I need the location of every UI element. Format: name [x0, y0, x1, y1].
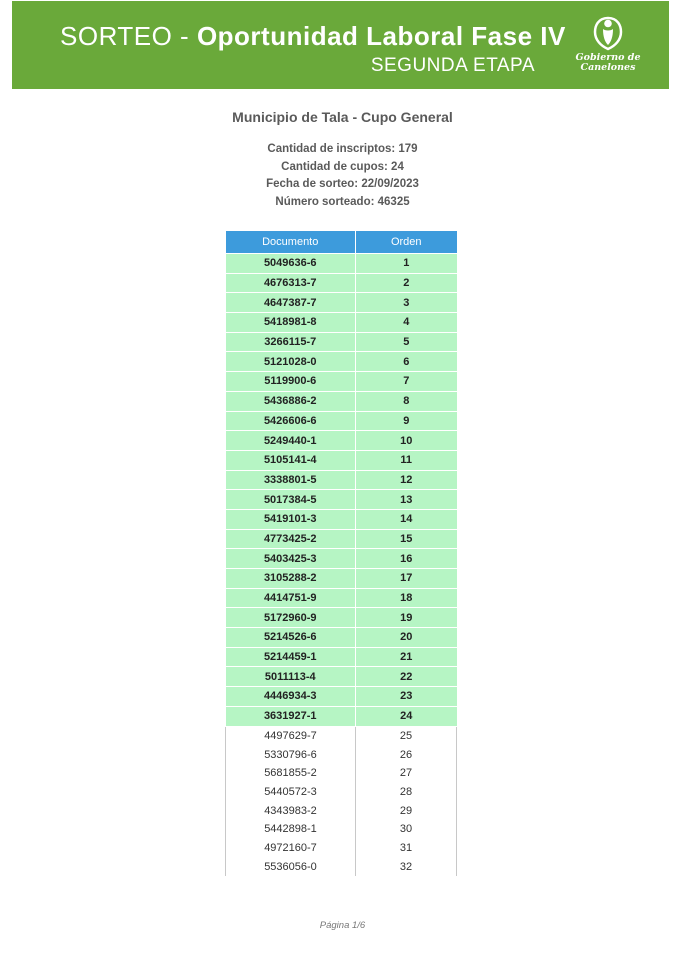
table-row	[226, 783, 457, 802]
banner-subtitle: SEGUNDA ETAPA	[370, 55, 535, 76]
table-row	[226, 801, 457, 820]
orden-cell: 28	[356, 783, 457, 802]
documento-cell: 5172960-9	[226, 608, 356, 628]
gobierno-canelones-logo	[564, 15, 652, 77]
table-row	[226, 509, 457, 529]
documento-cell: 3631927-1	[226, 706, 356, 726]
documento-cell: 5011113-4	[226, 667, 356, 687]
orden-cell: 8	[356, 391, 457, 411]
logo-line-1: Gobierno de	[575, 52, 641, 63]
orden-cell: 5	[356, 332, 457, 352]
documento-cell: 5419101-3	[226, 509, 356, 529]
documento-cell: 4343983-2	[226, 801, 356, 820]
table-row	[226, 726, 457, 745]
header-banner	[12, 1, 669, 89]
table-row	[226, 254, 457, 274]
draw-date: Fecha de sorteo: 22/09/2023	[266, 178, 419, 190]
orden-cell: 6	[356, 352, 457, 372]
orden-cell: 29	[356, 801, 457, 820]
logo-line-2: Canelones	[580, 62, 636, 73]
table-row	[226, 820, 457, 839]
orden-cell: 2	[356, 273, 457, 293]
table-header-row	[226, 231, 457, 254]
documento-cell: 4773425-2	[226, 529, 356, 549]
documento-cell: 5436886-2	[226, 391, 356, 411]
banner-title-main: Oportunidad Laboral Fase IV	[196, 21, 566, 51]
orden-cell: 1	[356, 254, 457, 274]
documento-cell: 4497629-7	[226, 726, 356, 745]
documento-cell: 3266115-7	[226, 332, 356, 352]
orden-cell: 23	[356, 687, 457, 707]
documento-cell: 5214459-1	[226, 647, 356, 667]
table-row	[226, 628, 457, 648]
documento-cell: 5330796-6	[226, 745, 356, 764]
table-row	[226, 839, 457, 858]
orden-cell: 10	[356, 431, 457, 451]
table-row	[226, 352, 457, 372]
documento-cell: 4676313-7	[226, 273, 356, 293]
orden-cell: 16	[356, 549, 457, 569]
orden-cell: 14	[356, 509, 457, 529]
orden-cell: 26	[356, 745, 457, 764]
documento-cell: 4972160-7	[226, 839, 356, 858]
page-heading: Municipio de Tala - Cupo General	[232, 109, 453, 125]
table-row	[226, 706, 457, 726]
table-row	[226, 764, 457, 783]
results-table	[225, 231, 457, 876]
table-row	[226, 293, 457, 313]
table-row	[226, 372, 457, 392]
column-header-orden: Orden	[356, 231, 457, 254]
table-row	[226, 431, 457, 451]
documento-cell: 5249440-1	[226, 431, 356, 451]
documento-cell: 3338801-5	[226, 470, 356, 490]
results-table-body	[226, 254, 457, 877]
drawn-number: Número sorteado: 46325	[275, 195, 410, 208]
orden-cell: 4	[356, 313, 457, 333]
table-row	[226, 549, 457, 569]
table-row	[226, 588, 457, 608]
orden-cell: 13	[356, 490, 457, 510]
banner-title-prefix: SORTEO -	[60, 21, 197, 51]
orden-cell: 19	[356, 608, 457, 628]
orden-cell: 9	[356, 411, 457, 431]
orden-cell: 17	[356, 569, 457, 589]
orden-cell: 24	[356, 706, 457, 726]
documento-cell: 5119900-6	[226, 372, 356, 392]
table-row	[226, 470, 457, 490]
column-header-documento: Documento	[226, 231, 356, 254]
draw-info	[0, 141, 685, 211]
table-row	[226, 745, 457, 764]
banner-title	[60, 21, 566, 52]
orden-cell: 15	[356, 529, 457, 549]
documento-cell: 5121028-0	[226, 352, 356, 372]
table-row	[226, 647, 457, 667]
orden-cell: 3	[356, 293, 457, 313]
documento-cell: 5017384-5	[226, 490, 356, 510]
inscriptos-count: Cantidad de inscriptos: 179	[267, 143, 418, 155]
table-row	[226, 529, 457, 549]
orden-cell: 21	[356, 647, 457, 667]
documento-cell: 5418981-8	[226, 313, 356, 333]
table-row	[226, 273, 457, 293]
orden-cell: 20	[356, 628, 457, 648]
table-row	[226, 490, 457, 510]
documento-cell: 3105288-2	[226, 569, 356, 589]
orden-cell: 27	[356, 764, 457, 783]
orden-cell: 12	[356, 470, 457, 490]
table-row	[226, 391, 457, 411]
table-row	[226, 667, 457, 687]
documento-cell: 5426606-6	[226, 411, 356, 431]
documento-cell: 4446934-3	[226, 687, 356, 707]
table-row	[226, 687, 457, 707]
table-row	[226, 569, 457, 589]
table-row	[226, 608, 457, 628]
documento-cell: 5049636-6	[226, 254, 356, 274]
documento-cell: 5214526-6	[226, 628, 356, 648]
documento-cell: 5440572-3	[226, 783, 356, 802]
table-row	[226, 313, 457, 333]
documento-cell: 4414751-9	[226, 588, 356, 608]
documento-cell: 5536056-0	[226, 857, 356, 876]
documento-cell: 4647387-7	[226, 293, 356, 313]
orden-cell: 30	[356, 820, 457, 839]
page-number: Página 1/6	[319, 920, 366, 931]
table-row	[226, 332, 457, 352]
canelones-emblem-icon	[592, 15, 624, 53]
cupos-count: Cantidad de cupos: 24	[281, 160, 404, 173]
orden-cell: 22	[356, 667, 457, 687]
orden-cell: 31	[356, 839, 457, 858]
orden-cell: 7	[356, 372, 457, 392]
table-row	[226, 857, 457, 876]
documento-cell: 5105141-4	[226, 450, 356, 470]
documento-cell: 5403425-3	[226, 549, 356, 569]
orden-cell: 18	[356, 588, 457, 608]
logo-text	[564, 53, 652, 73]
documento-cell: 5681855-2	[226, 764, 356, 783]
orden-cell: 32	[356, 857, 457, 876]
table-row	[226, 411, 457, 431]
documento-cell: 5442898-1	[226, 820, 356, 839]
table-row	[226, 450, 457, 470]
orden-cell: 11	[356, 450, 457, 470]
orden-cell: 25	[356, 726, 457, 745]
